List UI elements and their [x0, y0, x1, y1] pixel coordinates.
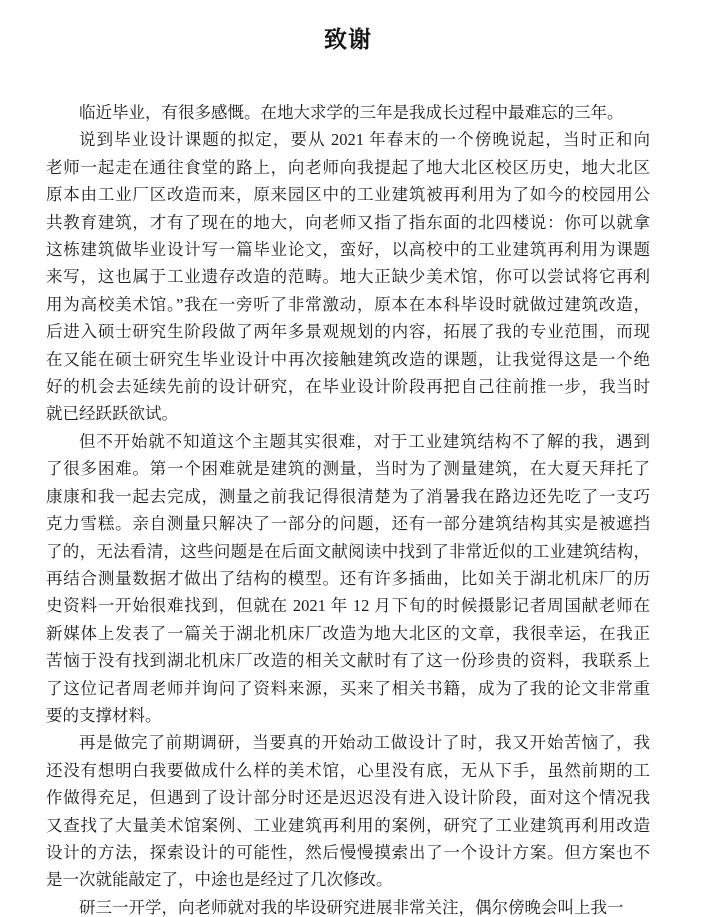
document-body [46, 99, 650, 917]
text-line: 苦恼于没有找到湖北机床厂改造的相关文献时有了这一份珍贵的资料，我联系上 [46, 651, 650, 671]
text-line: 研三一开学，向老师就对我的毕设研究进展非常关注，偶尔傍晚会叫上我一 [79, 897, 624, 917]
text-line: 用为高校美术馆。”我在一旁听了非常激动，原本在本科毕设时就做过建筑改造， [46, 294, 650, 314]
text-line: 好的机会去延续先前的设计研究，在毕业设计阶段再把自己往前推一步，我当时 [46, 377, 650, 397]
text-line: 作做得充足，但遇到了设计部分时还是迟迟没有进入设计阶段，面对这个情况我 [46, 788, 650, 808]
text-line: 史资料一开始很难找到，但就在 2021 年 12 月下旬的时候摄影记者周国献老师在 [46, 596, 650, 616]
text-line: 康康和我一起去完成，测量之前我记得很清楚为了消暑我在路边还先吃了一支巧 [46, 486, 650, 506]
page-title: 致谢 [324, 27, 372, 52]
text-line: 还没有想明白我要做成什么样的美术馆，心里没有底，无从下手，虽然前期的工 [46, 760, 650, 780]
text-line: 了很多困难。第一个困难就是建筑的测量，当时为了测量建筑，在大夏天拜托了 [46, 459, 650, 479]
text-line: 共教育建筑，才有了现在的地大，向老师又指了指东面的北四楼说：你可以就拿 [46, 212, 650, 232]
text-line: 来写，这也属于工业遗存改造的范畴。地大正缺少美术馆，你可以尝试将它再利 [46, 267, 650, 287]
text-line: 是一次就能敲定了，中途也是经过了几次修改。 [46, 870, 393, 890]
text-line: 又查找了大量美术馆案例、工业建筑再利用的案例，研究了工业建筑再利用改造 [46, 815, 650, 835]
text-line: 设计的方法，探索设计的可能性，然后慢慢摸索出了一个设计方案。但方案也不 [46, 842, 650, 862]
text-line: 临近毕业，有很多感慨。在地大求学的三年是我成长过程中最难忘的三年。 [79, 103, 624, 122]
text-line: 再结合测量数据才做出了结构的模型。还有许多插曲，比如关于湖北机床厂的历 [46, 568, 650, 588]
text-line: 了这位记者周老师并询问了资料来源，买来了相关书籍，成为了我的论文非常重 [46, 678, 650, 698]
text-line: 老师一起走在通往食堂的路上，向老师向我提起了地大北区校区历史，地大北区 [46, 157, 650, 177]
text-line: 但不开始就不知道这个主题其实很难，对于工业建筑结构不了解的我，遇到 [79, 431, 650, 451]
text-line: 在又能在硕士研究生毕业设计中再次接触建筑改造的课题，让我觉得这是一个绝 [46, 349, 650, 369]
text-line: 原本由工业厂区改造而来，原来园区中的工业建筑被再利用为了如今的校园用公 [46, 185, 650, 205]
text-line: 要的支撑材料。 [46, 705, 162, 725]
text-line: 说到毕业设计课题的拟定，要从 2021 年春末的一个傍晚说起，当时正和向 [79, 130, 650, 150]
text-line: 这栋建筑做毕业设计写一篇毕业论文，蛮好，以高校中的工业建筑再利用为课题 [46, 240, 650, 260]
text-line: 后进入硕士研究生阶段做了两年多景观规划的内容，拓展了我的专业范围，而现 [46, 322, 650, 342]
text-line: 就已经跃跃欲试。 [46, 404, 178, 424]
text-line: 克力雪糕。亲自测量只解决了一部分的问题，还有一部分建筑结构其实是被遮挡 [46, 514, 650, 534]
text-line: 新媒体上发表了一篇关于湖北机床厂改造为地大北区的文章，我很幸运，在我正 [46, 623, 650, 643]
text-line: 再是做完了前期调研，当要真的开始动工做设计了时，我又开始苦恼了，我 [79, 733, 650, 753]
text-line: 了的，无法看清，这些问题是在后面文献阅读中找到了非常近似的工业建筑结构， [46, 541, 650, 561]
